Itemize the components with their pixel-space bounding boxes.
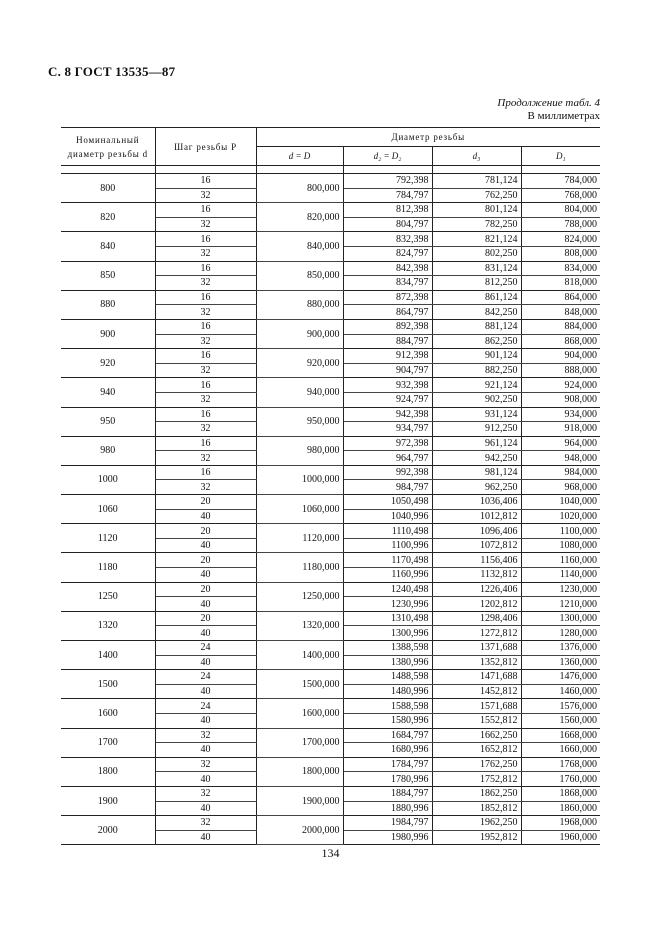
nominal-diameter-cell: 950 xyxy=(61,407,155,436)
pitch-cell: 16 xyxy=(155,174,256,189)
d3-cell: 1272,812 xyxy=(432,626,521,641)
D1-cell: 1230,000 xyxy=(521,582,600,597)
pitch-cell: 40 xyxy=(155,830,256,845)
d3-cell: 801,124 xyxy=(432,203,521,218)
nominal-diameter-cell: 1600 xyxy=(61,699,155,728)
pitch-cell: 32 xyxy=(155,728,256,743)
pitch-cell: 16 xyxy=(155,261,256,276)
d3-cell: 1298,406 xyxy=(432,611,521,626)
d-cell: 1000,000 xyxy=(256,465,343,494)
d-cell: 1800,000 xyxy=(256,757,343,786)
document-header: С. 8 ГОСТ 13535—87 xyxy=(48,64,176,79)
d2-cell: 1984,797 xyxy=(343,816,432,831)
d2-cell: 942,398 xyxy=(343,407,432,422)
table-row xyxy=(61,436,600,451)
D1-cell: 768,000 xyxy=(521,188,600,203)
header-thread-pitch: Шаг резьбы P xyxy=(155,128,256,166)
pitch-cell: 32 xyxy=(155,786,256,801)
table-row xyxy=(61,349,600,364)
d-cell: 1120,000 xyxy=(256,524,343,553)
d-cell: 1060,000 xyxy=(256,495,343,524)
d3-cell: 1762,250 xyxy=(432,757,521,772)
table-row xyxy=(61,582,600,597)
pitch-cell: 16 xyxy=(155,349,256,364)
d3-cell: 1226,406 xyxy=(432,582,521,597)
d3-cell: 812,250 xyxy=(432,276,521,291)
spacer-cell xyxy=(61,166,155,174)
D1-cell: 1960,000 xyxy=(521,830,600,845)
D1-cell: 1040,000 xyxy=(521,495,600,510)
d-cell: 950,000 xyxy=(256,407,343,436)
d-cell: 1320,000 xyxy=(256,611,343,640)
nominal-diameter-cell: 1400 xyxy=(61,641,155,670)
pitch-cell: 16 xyxy=(155,378,256,393)
nominal-diameter-cell: 1700 xyxy=(61,728,155,757)
d3-cell: 942,250 xyxy=(432,451,521,466)
table-body xyxy=(61,174,600,845)
nominal-diameter-cell: 2000 xyxy=(61,816,155,845)
D1-cell: 824,000 xyxy=(521,232,600,247)
d-cell: 1250,000 xyxy=(256,582,343,611)
d2-cell: 1880,996 xyxy=(343,801,432,816)
d-cell: 1500,000 xyxy=(256,670,343,699)
pitch-cell: 32 xyxy=(155,480,256,495)
d2-cell: 864,797 xyxy=(343,305,432,320)
D1-cell: 1210,000 xyxy=(521,597,600,612)
d-cell: 900,000 xyxy=(256,319,343,348)
D1-cell: 934,000 xyxy=(521,407,600,422)
table-row xyxy=(61,641,600,656)
pitch-cell: 32 xyxy=(155,757,256,772)
nominal-diameter-cell: 1320 xyxy=(61,611,155,640)
pitch-cell: 32 xyxy=(155,392,256,407)
d3-cell: 861,124 xyxy=(432,290,521,305)
nominal-diameter-cell: 1250 xyxy=(61,582,155,611)
pitch-cell: 16 xyxy=(155,436,256,451)
table-row xyxy=(61,670,600,685)
d3-cell: 1852,812 xyxy=(432,801,521,816)
table-row xyxy=(61,261,600,276)
d2-cell: 1680,996 xyxy=(343,743,432,758)
D1-cell: 804,000 xyxy=(521,203,600,218)
table-row xyxy=(61,290,600,305)
d2-cell: 1050,498 xyxy=(343,495,432,510)
pitch-cell: 40 xyxy=(155,509,256,524)
D1-cell: 1100,000 xyxy=(521,524,600,539)
pitch-cell: 20 xyxy=(155,611,256,626)
nominal-diameter-cell: 900 xyxy=(61,319,155,348)
D1-cell: 1660,000 xyxy=(521,743,600,758)
spacer-cell xyxy=(256,166,343,174)
spacer-cell xyxy=(432,166,521,174)
pitch-cell: 16 xyxy=(155,232,256,247)
D1-cell: 784,000 xyxy=(521,174,600,189)
d3-cell: 921,124 xyxy=(432,378,521,393)
d2-cell: 1488,598 xyxy=(343,670,432,685)
d2-cell: 924,797 xyxy=(343,392,432,407)
D1-cell: 1560,000 xyxy=(521,713,600,728)
d3-cell: 1662,250 xyxy=(432,728,521,743)
spacer-cell xyxy=(343,166,432,174)
d3-cell: 1036,406 xyxy=(432,495,521,510)
nominal-diameter-cell: 1180 xyxy=(61,553,155,582)
pitch-cell: 40 xyxy=(155,626,256,641)
d3-cell: 1552,812 xyxy=(432,713,521,728)
d3-cell: 1202,812 xyxy=(432,597,521,612)
d2-cell: 934,797 xyxy=(343,422,432,437)
d-cell: 840,000 xyxy=(256,232,343,261)
pitch-cell: 20 xyxy=(155,524,256,539)
pitch-cell: 20 xyxy=(155,553,256,568)
pitch-cell: 32 xyxy=(155,451,256,466)
D1-cell: 964,000 xyxy=(521,436,600,451)
pitch-cell: 32 xyxy=(155,422,256,437)
d3-cell: 931,124 xyxy=(432,407,521,422)
pitch-cell: 40 xyxy=(155,801,256,816)
D1-cell: 788,000 xyxy=(521,217,600,232)
d2-cell: 804,797 xyxy=(343,217,432,232)
nominal-diameter-cell: 940 xyxy=(61,378,155,407)
table-row xyxy=(61,728,600,743)
D1-cell: 968,000 xyxy=(521,480,600,495)
D1-cell: 948,000 xyxy=(521,451,600,466)
D1-cell: 1376,000 xyxy=(521,641,600,656)
d3-cell: 1096,406 xyxy=(432,524,521,539)
table-row xyxy=(61,553,600,568)
d3-cell: 1962,250 xyxy=(432,816,521,831)
d3-cell: 1132,812 xyxy=(432,568,521,583)
d3-cell: 981,124 xyxy=(432,465,521,480)
pitch-cell: 16 xyxy=(155,290,256,305)
table-row xyxy=(61,786,600,801)
D1-cell: 924,000 xyxy=(521,378,600,393)
units-note: В миллиметрах xyxy=(527,110,600,122)
d-cell: 880,000 xyxy=(256,290,343,319)
d-cell: 1600,000 xyxy=(256,699,343,728)
d2-cell: 1240,498 xyxy=(343,582,432,597)
nominal-diameter-cell: 1120 xyxy=(61,524,155,553)
d3-cell: 831,124 xyxy=(432,261,521,276)
d3-cell: 1371,688 xyxy=(432,641,521,656)
pitch-cell: 24 xyxy=(155,670,256,685)
d2-cell: 1300,996 xyxy=(343,626,432,641)
D1-cell: 904,000 xyxy=(521,349,600,364)
D1-cell: 1280,000 xyxy=(521,626,600,641)
nominal-diameter-cell: 1000 xyxy=(61,465,155,494)
d2-cell: 872,398 xyxy=(343,290,432,305)
d2-cell: 1160,996 xyxy=(343,568,432,583)
d-cell: 920,000 xyxy=(256,349,343,378)
d2-cell: 1380,996 xyxy=(343,655,432,670)
d-cell: 850,000 xyxy=(256,261,343,290)
d2-cell: 832,398 xyxy=(343,232,432,247)
D1-cell: 808,000 xyxy=(521,246,600,261)
D1-cell: 868,000 xyxy=(521,334,600,349)
D1-cell: 848,000 xyxy=(521,305,600,320)
D1-cell: 1860,000 xyxy=(521,801,600,816)
thread-dimensions-table xyxy=(61,127,600,845)
d2-cell: 834,797 xyxy=(343,276,432,291)
d3-cell: 782,250 xyxy=(432,217,521,232)
table-row xyxy=(61,699,600,714)
d-cell: 820,000 xyxy=(256,203,343,232)
d2-cell: 792,398 xyxy=(343,174,432,189)
nominal-diameter-cell: 1500 xyxy=(61,670,155,699)
pitch-cell: 32 xyxy=(155,363,256,378)
pitch-cell: 16 xyxy=(155,203,256,218)
nominal-diameter-cell: 1900 xyxy=(61,786,155,815)
pitch-cell: 16 xyxy=(155,407,256,422)
d2-cell: 912,398 xyxy=(343,349,432,364)
D1-cell: 1668,000 xyxy=(521,728,600,743)
d2-cell: 892,398 xyxy=(343,319,432,334)
table-row xyxy=(61,319,600,334)
table-row xyxy=(61,203,600,218)
d2-cell: 964,797 xyxy=(343,451,432,466)
pitch-cell: 20 xyxy=(155,495,256,510)
D1-cell: 1080,000 xyxy=(521,538,600,553)
header-nominal-diameter: Номинальный диаметр резьбы d xyxy=(61,128,155,166)
table-row xyxy=(61,495,600,510)
d2-cell: 824,797 xyxy=(343,246,432,261)
d2-cell: 932,398 xyxy=(343,378,432,393)
pitch-cell: 40 xyxy=(155,743,256,758)
d3-cell: 1862,250 xyxy=(432,786,521,801)
D1-cell: 1160,000 xyxy=(521,553,600,568)
d-cell: 940,000 xyxy=(256,378,343,407)
header-d2: d₂ = D₂ xyxy=(343,147,432,166)
pitch-cell: 24 xyxy=(155,641,256,656)
d3-cell: 1072,812 xyxy=(432,538,521,553)
D1-cell: 1140,000 xyxy=(521,568,600,583)
pitch-cell: 16 xyxy=(155,465,256,480)
D1-cell: 1460,000 xyxy=(521,684,600,699)
pitch-cell: 32 xyxy=(155,188,256,203)
d2-cell: 1780,996 xyxy=(343,772,432,787)
pitch-cell: 32 xyxy=(155,246,256,261)
pitch-cell: 40 xyxy=(155,597,256,612)
pitch-cell: 40 xyxy=(155,684,256,699)
d3-cell: 961,124 xyxy=(432,436,521,451)
d3-cell: 762,250 xyxy=(432,188,521,203)
table-continuation-note: Продолжение табл. 4 xyxy=(497,97,600,109)
nominal-diameter-cell: 1060 xyxy=(61,495,155,524)
d-cell: 1700,000 xyxy=(256,728,343,757)
d3-cell: 902,250 xyxy=(432,392,521,407)
spacer-cell xyxy=(155,166,256,174)
D1-cell: 1020,000 xyxy=(521,509,600,524)
d-cell: 800,000 xyxy=(256,174,343,203)
d-cell: 2000,000 xyxy=(256,816,343,845)
d2-cell: 1110,498 xyxy=(343,524,432,539)
D1-cell: 1360,000 xyxy=(521,655,600,670)
d3-cell: 781,124 xyxy=(432,174,521,189)
table-row xyxy=(61,174,600,189)
pitch-cell: 16 xyxy=(155,319,256,334)
d2-cell: 1040,996 xyxy=(343,509,432,524)
nominal-diameter-cell: 1800 xyxy=(61,757,155,786)
d2-cell: 1230,996 xyxy=(343,597,432,612)
d3-cell: 882,250 xyxy=(432,363,521,378)
d3-cell: 1471,688 xyxy=(432,670,521,685)
page-number: 134 xyxy=(321,846,340,860)
d2-cell: 1784,797 xyxy=(343,757,432,772)
nominal-diameter-cell: 880 xyxy=(61,290,155,319)
nominal-diameter-cell: 980 xyxy=(61,436,155,465)
d3-cell: 821,124 xyxy=(432,232,521,247)
nominal-diameter-cell: 840 xyxy=(61,232,155,261)
table-row xyxy=(61,407,600,422)
D1-cell: 1300,000 xyxy=(521,611,600,626)
d2-cell: 984,797 xyxy=(343,480,432,495)
table-row xyxy=(61,524,600,539)
D1-cell: 818,000 xyxy=(521,276,600,291)
D1-cell: 884,000 xyxy=(521,319,600,334)
d-cell: 1400,000 xyxy=(256,641,343,670)
pitch-cell: 40 xyxy=(155,568,256,583)
d-cell: 1900,000 xyxy=(256,786,343,815)
d2-cell: 904,797 xyxy=(343,363,432,378)
d2-cell: 1884,797 xyxy=(343,786,432,801)
pitch-cell: 40 xyxy=(155,713,256,728)
D1-cell: 888,000 xyxy=(521,363,600,378)
nominal-diameter-cell: 850 xyxy=(61,261,155,290)
d2-cell: 1310,498 xyxy=(343,611,432,626)
pitch-cell: 20 xyxy=(155,582,256,597)
d3-cell: 901,124 xyxy=(432,349,521,364)
d2-cell: 992,398 xyxy=(343,465,432,480)
d3-cell: 1652,812 xyxy=(432,743,521,758)
d3-cell: 1952,812 xyxy=(432,830,521,845)
d2-cell: 884,797 xyxy=(343,334,432,349)
d2-cell: 842,398 xyxy=(343,261,432,276)
d3-cell: 912,250 xyxy=(432,422,521,437)
D1-cell: 918,000 xyxy=(521,422,600,437)
pitch-cell: 24 xyxy=(155,699,256,714)
d3-cell: 1452,812 xyxy=(432,684,521,699)
d3-cell: 1752,812 xyxy=(432,772,521,787)
d2-cell: 1980,996 xyxy=(343,830,432,845)
D1-cell: 1760,000 xyxy=(521,772,600,787)
d3-cell: 842,250 xyxy=(432,305,521,320)
d3-cell: 1352,812 xyxy=(432,655,521,670)
nominal-diameter-cell: 800 xyxy=(61,174,155,203)
d2-cell: 1170,498 xyxy=(343,553,432,568)
d-cell: 980,000 xyxy=(256,436,343,465)
d2-cell: 1684,797 xyxy=(343,728,432,743)
pitch-cell: 32 xyxy=(155,334,256,349)
d2-cell: 1480,996 xyxy=(343,684,432,699)
d2-cell: 812,398 xyxy=(343,203,432,218)
spacer-cell xyxy=(521,166,600,174)
D1-cell: 1768,000 xyxy=(521,757,600,772)
D1-cell: 984,000 xyxy=(521,465,600,480)
pitch-cell: 40 xyxy=(155,772,256,787)
d3-cell: 802,250 xyxy=(432,246,521,261)
d2-cell: 784,797 xyxy=(343,188,432,203)
d2-cell: 1588,598 xyxy=(343,699,432,714)
d-cell: 1180,000 xyxy=(256,553,343,582)
header-thread-diameter: Диаметр резьбы xyxy=(256,128,600,147)
d3-cell: 1012,812 xyxy=(432,509,521,524)
nominal-diameter-cell: 820 xyxy=(61,203,155,232)
pitch-cell: 32 xyxy=(155,305,256,320)
d2-cell: 972,398 xyxy=(343,436,432,451)
d2-cell: 1388,598 xyxy=(343,641,432,656)
d3-cell: 962,250 xyxy=(432,480,521,495)
table-row xyxy=(61,611,600,626)
D1-cell: 1476,000 xyxy=(521,670,600,685)
table-row xyxy=(61,816,600,831)
d2-cell: 1580,996 xyxy=(343,713,432,728)
D1-cell: 908,000 xyxy=(521,392,600,407)
pitch-cell: 40 xyxy=(155,655,256,670)
D1-cell: 1576,000 xyxy=(521,699,600,714)
pitch-cell: 32 xyxy=(155,816,256,831)
pitch-cell: 32 xyxy=(155,217,256,232)
d2-cell: 1100,996 xyxy=(343,538,432,553)
D1-cell: 864,000 xyxy=(521,290,600,305)
table-row xyxy=(61,465,600,480)
table-row xyxy=(61,757,600,772)
table-row xyxy=(61,232,600,247)
d3-cell: 881,124 xyxy=(432,319,521,334)
d3-cell: 1571,688 xyxy=(432,699,521,714)
table-row xyxy=(61,378,600,393)
header-d3: d₃ xyxy=(432,147,521,166)
nominal-diameter-cell: 920 xyxy=(61,349,155,378)
header-d: d = D xyxy=(256,147,343,166)
d3-cell: 862,250 xyxy=(432,334,521,349)
D1-cell: 1868,000 xyxy=(521,786,600,801)
D1-cell: 1968,000 xyxy=(521,816,600,831)
D1-cell: 834,000 xyxy=(521,261,600,276)
pitch-cell: 40 xyxy=(155,538,256,553)
header-D1: D₁ xyxy=(521,147,600,166)
pitch-cell: 32 xyxy=(155,276,256,291)
d3-cell: 1156,406 xyxy=(432,553,521,568)
